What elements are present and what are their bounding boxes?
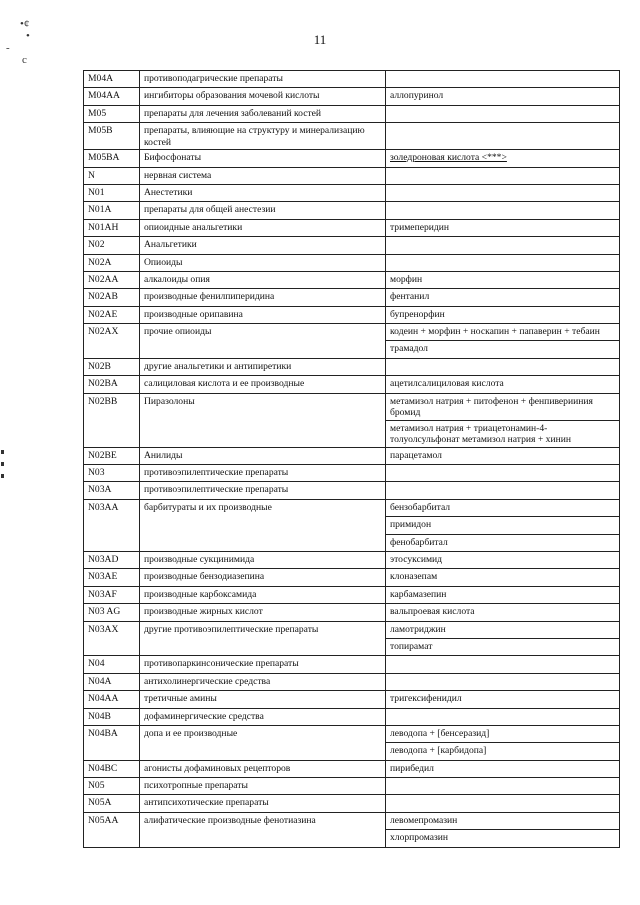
- table-row: [84, 569, 620, 586]
- atc-code-cell: N05AA: [84, 812, 140, 847]
- drug-name-cell: [386, 656, 620, 673]
- group-name-cell: препараты, влияющие на структуру и минерализацию костей: [140, 123, 386, 150]
- atc-code-cell: N04A: [84, 673, 140, 690]
- table-row: [84, 586, 620, 603]
- table-row: [84, 271, 620, 288]
- drug-name-cell: [386, 105, 620, 122]
- drug-name-cell: ламотриджин: [386, 621, 620, 638]
- atc-code-cell: N04BA: [84, 725, 140, 760]
- group-name-cell: антипсихотические препараты: [140, 795, 386, 812]
- drug-name-cell: трамадол: [386, 341, 620, 358]
- table-row: [84, 465, 620, 482]
- page-number: 11: [313, 32, 327, 47]
- drug-name-cell: вальпроевая кислота: [386, 604, 620, 621]
- binding-marks: [0, 450, 6, 480]
- drug-name-cell: [386, 202, 620, 219]
- drug-name-cell: леводопа + [карбидопа]: [386, 743, 620, 760]
- atc-code-cell: N01A: [84, 202, 140, 219]
- drug-name-cell: топирамат: [386, 638, 620, 655]
- drug-name-cell: пирибедил: [386, 760, 620, 777]
- drug-name-cell: [386, 482, 620, 499]
- group-name-cell: Пиразолоны: [140, 393, 386, 447]
- atc-code-cell: N03A: [84, 482, 140, 499]
- table-row: [84, 656, 620, 673]
- drug-name-cell: тригексифенидил: [386, 691, 620, 708]
- group-name-cell: Анальгетики: [140, 237, 386, 254]
- drug-name-cell: [386, 184, 620, 201]
- group-name-cell: противоэпилептические препараты: [140, 482, 386, 499]
- drug-name-cell: [386, 778, 620, 795]
- group-name-cell: Анестетики: [140, 184, 386, 201]
- group-name-cell: производные жирных кислот: [140, 604, 386, 621]
- margin-marks: [4, 18, 44, 78]
- group-name-cell: алифатические производные фенотиазина: [140, 812, 386, 847]
- drug-name-cell: [386, 254, 620, 271]
- drug-name-cell: хлорпромазин: [386, 830, 620, 847]
- atc-drug-table: [83, 70, 620, 848]
- table-row: [84, 725, 620, 742]
- atc-code-cell: N03AX: [84, 621, 140, 656]
- table-row: [84, 778, 620, 795]
- group-name-cell: прочие опиоиды: [140, 324, 386, 359]
- atc-code-cell: M05BA: [84, 150, 140, 167]
- table-row: [84, 673, 620, 690]
- atc-code-cell: N02AA: [84, 271, 140, 288]
- table-row: [84, 105, 620, 122]
- drug-name-cell: [386, 123, 620, 150]
- group-name-cell: алкалоиды опия: [140, 271, 386, 288]
- table-row: [84, 254, 620, 271]
- table-row: [84, 306, 620, 323]
- atc-code-cell: M04AA: [84, 88, 140, 105]
- table-row: [84, 324, 620, 341]
- atc-code-cell: N01: [84, 184, 140, 201]
- group-name-cell: допа и ее производные: [140, 725, 386, 760]
- atc-code-cell: N02AE: [84, 306, 140, 323]
- atc-code-cell: N02AB: [84, 289, 140, 306]
- drug-name-cell: этосуксимид: [386, 551, 620, 568]
- atc-code-cell: N04B: [84, 708, 140, 725]
- drug-name-cell: морфин: [386, 271, 620, 288]
- group-name-cell: производные фенилпиперидина: [140, 289, 386, 306]
- group-name-cell: Бифосфонаты: [140, 150, 386, 167]
- atc-code-cell: N01AH: [84, 219, 140, 236]
- group-name-cell: ингибиторы образования мочевой кислоты: [140, 88, 386, 105]
- atc-code-cell: N02BB: [84, 393, 140, 447]
- drug-name-cell: леводопа + [бенсеразид]: [386, 725, 620, 742]
- drug-name-cell: бупренорфин: [386, 306, 620, 323]
- group-name-cell: Анилиды: [140, 447, 386, 464]
- group-name-cell: производные бензодиазепина: [140, 569, 386, 586]
- atc-code-cell: N05A: [84, 795, 140, 812]
- atc-code-cell: N02BE: [84, 447, 140, 464]
- atc-code-cell: N05: [84, 778, 140, 795]
- drug-name-cell: [386, 795, 620, 812]
- atc-code-cell: N03 AG: [84, 604, 140, 621]
- table-row: [84, 123, 620, 150]
- atc-code-cell: M05: [84, 105, 140, 122]
- group-name-cell: производные карбоксамида: [140, 586, 386, 603]
- drug-name-cell: [386, 237, 620, 254]
- atc-code-cell: M05B: [84, 123, 140, 150]
- table-row: [84, 289, 620, 306]
- atc-code-cell: N02AX: [84, 324, 140, 359]
- group-name-cell: препараты для лечения заболеваний костей: [140, 105, 386, 122]
- drug-name-cell: фенобарбитал: [386, 534, 620, 551]
- drug-name-cell: левомепромазин: [386, 812, 620, 829]
- margin-mark: •¢: [20, 18, 30, 30]
- drug-name-cell: карбамазепин: [386, 586, 620, 603]
- table-row: [84, 150, 620, 167]
- margin-mark: -: [6, 42, 10, 54]
- atc-code-cell: N02BA: [84, 376, 140, 393]
- group-name-cell: производные орипавина: [140, 306, 386, 323]
- drug-name-cell: [386, 167, 620, 184]
- table-row: [84, 202, 620, 219]
- table-row: [84, 708, 620, 725]
- atc-code-cell: N03AE: [84, 569, 140, 586]
- group-name-cell: агонисты дофаминовых рецепторов: [140, 760, 386, 777]
- drug-name-cell: кодеин + морфин + носкапин + папаверин + тебаин: [386, 324, 620, 341]
- group-name-cell: третичные амины: [140, 691, 386, 708]
- table-row: [84, 812, 620, 829]
- drug-name-cell: тримеперидин: [386, 219, 620, 236]
- group-name-cell: салициловая кислота и ее производные: [140, 376, 386, 393]
- group-name-cell: противопаркинсонические препараты: [140, 656, 386, 673]
- drug-name-cell: [386, 465, 620, 482]
- group-name-cell: противоподагрические препараты: [140, 71, 386, 88]
- atc-code-cell: N03AD: [84, 551, 140, 568]
- drug-name-cell: ацетилсалициловая кислота: [386, 376, 620, 393]
- margin-mark: c: [22, 54, 27, 66]
- atc-code-cell: N02A: [84, 254, 140, 271]
- table-row: [84, 691, 620, 708]
- table-row: [84, 760, 620, 777]
- drug-name-cell: парацетамол: [386, 447, 620, 464]
- table-row: [84, 219, 620, 236]
- atc-code-cell: N02: [84, 237, 140, 254]
- drug-name-cell: клоназепам: [386, 569, 620, 586]
- atc-code-cell: N03AA: [84, 499, 140, 551]
- drug-name-cell: золедроновая кислота <***>: [386, 150, 620, 167]
- table-row: [84, 358, 620, 375]
- table-row: [84, 621, 620, 638]
- table-row: [84, 482, 620, 499]
- drug-name-cell: [386, 358, 620, 375]
- table-row: [84, 71, 620, 88]
- group-name-cell: препараты для общей анестезии: [140, 202, 386, 219]
- group-name-cell: другие анальгетики и антипиретики: [140, 358, 386, 375]
- table-row: [84, 551, 620, 568]
- table-row: [84, 184, 620, 201]
- atc-code-cell: N: [84, 167, 140, 184]
- drug-name-cell: примидон: [386, 517, 620, 534]
- group-name-cell: противоэпилептические препараты: [140, 465, 386, 482]
- group-name-cell: психотропные препараты: [140, 778, 386, 795]
- atc-code-cell: N04AA: [84, 691, 140, 708]
- table-row: [84, 795, 620, 812]
- drug-name-cell: [386, 71, 620, 88]
- group-name-cell: другие противоэпилептические препараты: [140, 621, 386, 656]
- drug-name-cell: [386, 708, 620, 725]
- atc-code-cell: N03AF: [84, 586, 140, 603]
- table-row: [84, 167, 620, 184]
- drug-name-cell: метамизол натрия + питофенон + фенпиверииния бромид: [386, 393, 620, 420]
- margin-mark: •: [26, 30, 30, 42]
- drug-name-cell: [386, 673, 620, 690]
- table-row: [84, 376, 620, 393]
- table-row: [84, 393, 620, 420]
- table-row: [84, 499, 620, 516]
- table-row: [84, 88, 620, 105]
- group-name-cell: антихолинергические средства: [140, 673, 386, 690]
- drug-name-cell: фентанил: [386, 289, 620, 306]
- atc-code-cell: N04: [84, 656, 140, 673]
- group-name-cell: опиоидные анальгетики: [140, 219, 386, 236]
- drug-name-cell: аллопуринол: [386, 88, 620, 105]
- group-name-cell: барбитураты и их производные: [140, 499, 386, 551]
- drug-name-cell: бензобарбитал: [386, 499, 620, 516]
- atc-code-cell: N02B: [84, 358, 140, 375]
- group-name-cell: нервная система: [140, 167, 386, 184]
- table-row: [84, 604, 620, 621]
- group-name-cell: Опиоиды: [140, 254, 386, 271]
- group-name-cell: производные сукцинимида: [140, 551, 386, 568]
- atc-code-cell: N04BC: [84, 760, 140, 777]
- group-name-cell: дофаминергические средства: [140, 708, 386, 725]
- atc-code-cell: N03: [84, 465, 140, 482]
- table-row: [84, 237, 620, 254]
- drug-name-cell: метамизол натрия + триацетонамин-4-толуолсульфонат метамизол натрия + хинин: [386, 420, 620, 447]
- table-row: [84, 447, 620, 464]
- atc-code-cell: M04A: [84, 71, 140, 88]
